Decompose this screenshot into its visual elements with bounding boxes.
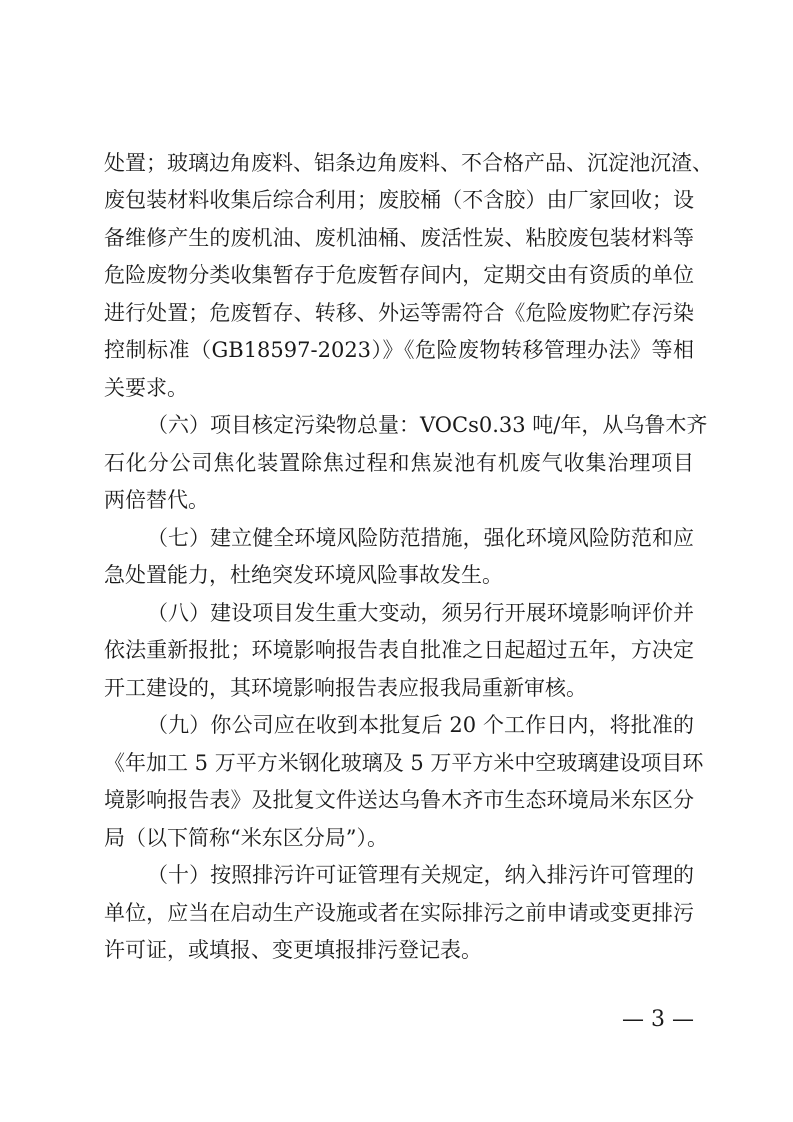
body-text-line: 许可证，或填报、变更填报排污登记表。 bbox=[104, 938, 482, 962]
body-text-line: 境影响报告表》及批复文件送达乌鲁木齐市生态环境局米东区分 bbox=[104, 788, 694, 812]
paragraph-seven-first-line: （七）建立健全环境风险防范措施，强化环境风险防范和应 bbox=[147, 526, 694, 550]
body-text-line: 石化分公司焦化装置除焦过程和焦炭池有机废气收集治理项目 bbox=[104, 451, 694, 475]
paragraph-six-first-line: （六）项目核定污染物总量：VOCs0.33 吨/年，从乌鲁木齐 bbox=[147, 413, 708, 437]
body-text-line: 急处置能力，杜绝突发环境风险事故发生。 bbox=[104, 563, 503, 587]
body-text-line: 废包装材料收集后综合利用；废胶桶（不含胶）由厂家回收；设 bbox=[104, 188, 694, 212]
paragraph-eight-first-line: （八）建设项目发生重大变动，须另行开展环境影响评价并 bbox=[147, 601, 694, 625]
page-number: — 3 — bbox=[622, 1007, 694, 1032]
paragraph-ten-first-line: （十）按照排污许可证管理有关规定，纳入排污许可管理的 bbox=[147, 863, 694, 887]
body-text-line: 《年加工 5 万平方米钢化玻璃及 5 万平方米中空玻璃建设项目环 bbox=[104, 751, 704, 775]
body-text-line: 单位，应当在启动生产设施或者在实际排污之前申请或变更排污 bbox=[104, 901, 694, 925]
body-text-line: 控制标准（GB18597-2023）》《危险废物转移管理办法》等相 bbox=[104, 338, 694, 362]
body-text-line: 关要求。 bbox=[104, 376, 188, 400]
body-text-line: 依法重新报批；环境影响报告表自批准之日起超过五年，方决定 bbox=[104, 638, 694, 662]
body-text-line: 局（以下简称“米东区分局”）。 bbox=[104, 826, 388, 850]
body-text-line: 进行处置；危废暂存、转移、外运等需符合《危险废物贮存污染 bbox=[104, 301, 694, 325]
body-text-line: 备维修产生的废机油、废机油桶、废活性炭、粘胶废包装材料等 bbox=[104, 226, 694, 250]
body-text-line: 处置；玻璃边角废料、铝条边角废料、不合格产品、沉淀池沉渣、 bbox=[104, 151, 713, 175]
body-text-line: 两倍替代。 bbox=[104, 488, 209, 512]
paragraph-nine-first-line: （九）你公司应在收到本批复后 20 个工作日内，将批准的 bbox=[147, 713, 694, 737]
body-text-line: 开工建设的，其环境影响报告表应报我局重新审核。 bbox=[104, 676, 587, 700]
body-text-line: 危险废物分类收集暂存于危废暂存间内，定期交由有资质的单位 bbox=[104, 263, 694, 287]
